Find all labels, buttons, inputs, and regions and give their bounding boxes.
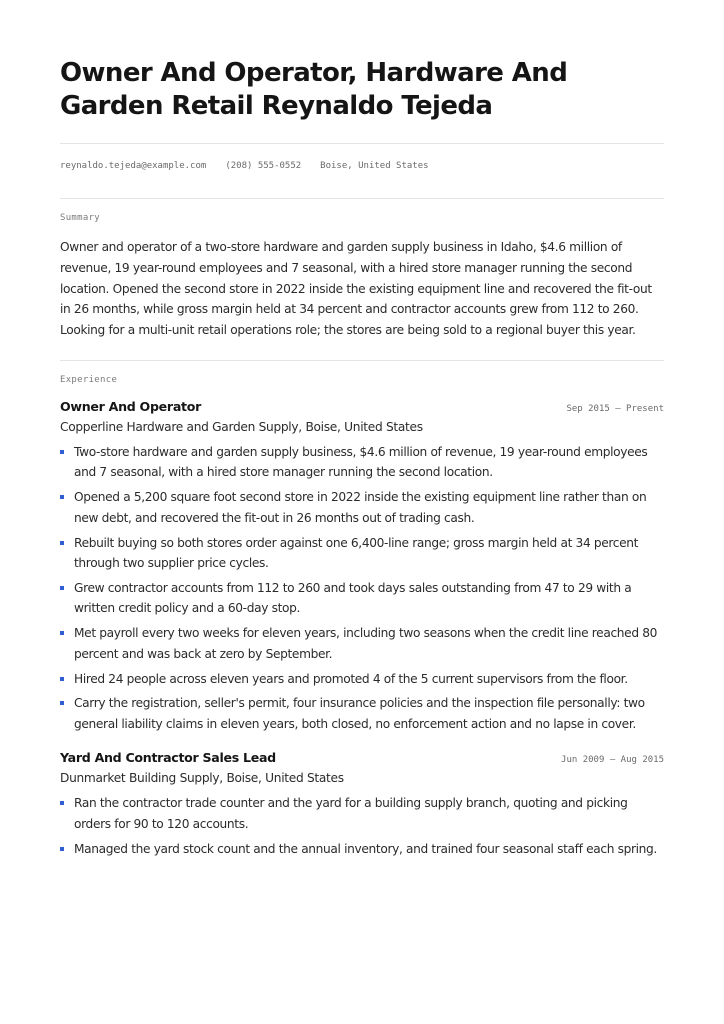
contact-phone: (208) 555-0552 (225, 161, 302, 171)
job-bullet (60, 623, 664, 664)
bullet-text: Managed the yard stock count and the annual inventory, and trained four seasonal staff each spring. (74, 841, 657, 856)
resume-title: Owner And Operator, Hardware And Garden Retail Reynaldo Tejeda (60, 58, 568, 121)
bullet-text: Opened a 5,200 square foot second store in 2022 inside the existing equipment line rather than on new debt, and recovered the fit-out in 26 months out of trading cash. (74, 490, 647, 525)
job-header (60, 750, 664, 768)
bullet-text: Carry the registration, seller's permit, four insurance policies and the inspection file personally: two general liability claims in eleven years, both closed, no enforcement action and no lapse in cover. (74, 696, 645, 731)
job-bullet (60, 578, 664, 619)
job-company: Dunmarket Building Supply, Boise, United States (60, 771, 344, 786)
job-dates: Sep 2015 – Present (566, 403, 664, 414)
bullet-square-icon (60, 847, 64, 851)
experience-label: Experience (60, 374, 118, 385)
bullet-square-icon (60, 631, 64, 635)
job-bullet (60, 669, 664, 689)
bullet-square-icon (60, 701, 64, 705)
bullet-square-icon (60, 495, 64, 499)
contact-divider (60, 198, 664, 199)
bullet-square-icon (60, 801, 64, 805)
summary-divider (60, 360, 664, 361)
summary-label: Summary (60, 213, 101, 223)
job-bullet (60, 442, 664, 483)
job-bullet (60, 793, 664, 834)
bullet-text: Grew contractor accounts from 112 to 260 and took days sales outstanding from 47 to 29 with a written credit policy and a 60-day stop. (74, 580, 632, 616)
bullet-text: Met payroll every two weeks for eleven years, including two seasons when the credit line reached 80 percent and was back at zero by September. (74, 626, 658, 661)
job-dates: Jun 2009 – Aug 2015 (561, 755, 664, 766)
experience-section (60, 374, 664, 859)
summary-text: Owner and operator of a two-store hardware and garden supply business in Idaho, $4.6 million of revenue, 19 year-round employees and 7 seasonal, with a hired store manager running the second location. Opened the second store in 2022 inside the existing equipment line and recovered the fit-out in 26 months, while gross margin held at 34 percent and contractor accounts grew from 112 to 260. Looking for a multi-unit retail operations role; the stores are being sold to a regional buyer this year. (60, 240, 652, 338)
contact-email: reynaldo.tejeda@example.com (60, 161, 207, 171)
resume-content (60, 57, 664, 863)
bullet-square-icon (60, 541, 64, 545)
job-header (60, 399, 664, 417)
bullet-square-icon (60, 677, 64, 681)
job-bullet (60, 693, 664, 734)
bullet-square-icon (60, 450, 64, 454)
summary-section (60, 212, 664, 341)
job-bullet (60, 533, 664, 574)
header-divider (60, 143, 664, 144)
job-entry (60, 750, 664, 859)
job-bullet (60, 839, 664, 859)
bullet-text: Rebuilt buying so both stores order against one 6,400-line range; gross margin held at 34 percent through two supplier price cycles. (74, 535, 639, 571)
job-company: Copperline Hardware and Garden Supply, Boise, United States (60, 419, 423, 434)
job-bullets (60, 442, 664, 734)
job-entry (60, 399, 664, 734)
contact-location: Boise, United States (320, 161, 429, 171)
contact-line (60, 159, 664, 173)
bullet-square-icon (60, 586, 64, 590)
job-bullet (60, 487, 664, 528)
bullet-text: Two-store hardware and garden supply business, $4.6 million of revenue, 19 year-round employees and 7 seasonal, with a hired store manager running the second location. (74, 444, 648, 480)
job-title: Owner And Operator (60, 398, 202, 414)
job-title: Yard And Contractor Sales Lead (60, 750, 276, 766)
bullet-text: Hired 24 people across eleven years and promoted 4 of the 5 current supervisors from the floor. (74, 671, 628, 686)
job-bullets (60, 793, 664, 859)
bullet-text: Ran the contractor trade counter and the yard for a building supply branch, quoting and picking orders for 90 to 120 accounts. (74, 796, 628, 831)
